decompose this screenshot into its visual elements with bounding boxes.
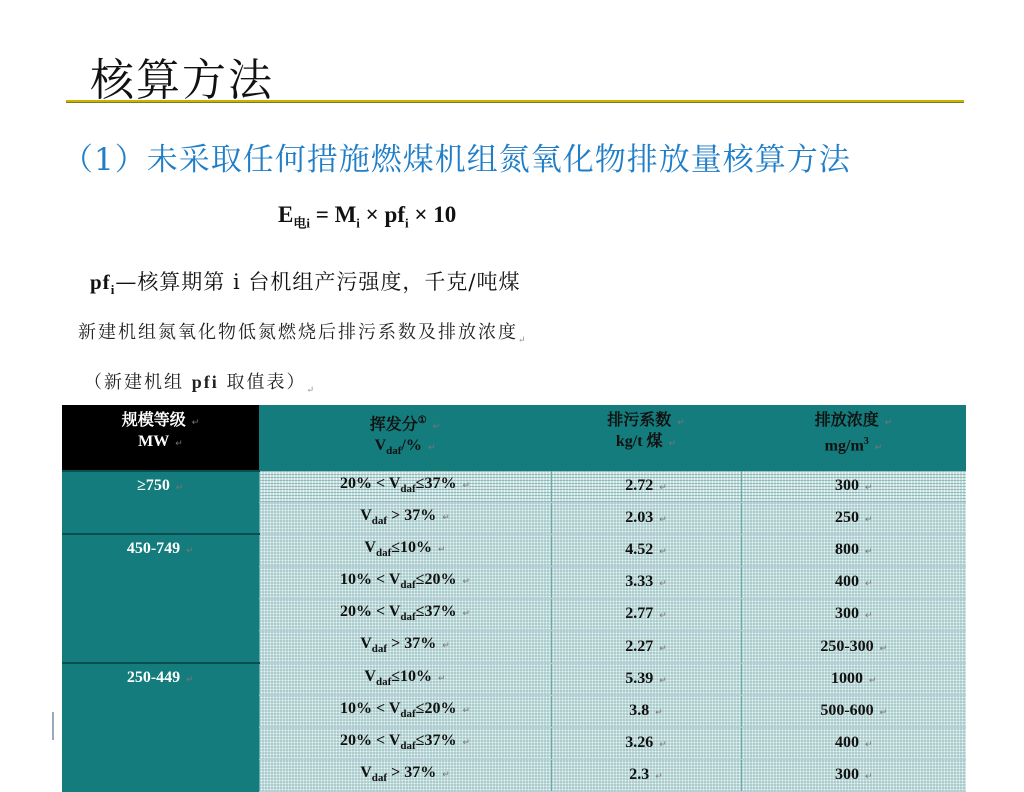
header-scale-label: 规模等级 bbox=[121, 412, 186, 429]
volatile-range-cell bbox=[259, 567, 551, 599]
header-spacer-row bbox=[62, 462, 966, 471]
formula-rhs: = M bbox=[309, 202, 357, 227]
header-coefficient-unit: kg/t 煤 bbox=[615, 433, 663, 450]
paragraph-mark-icon: ↵ bbox=[874, 442, 883, 453]
spacer-cell bbox=[62, 462, 259, 471]
paragraph-mark-icon: ↵ bbox=[306, 385, 317, 396]
volatile-range-cell bbox=[259, 631, 551, 663]
concentration-cell bbox=[741, 663, 966, 695]
volatile-pre: 20% < V bbox=[340, 474, 401, 492]
coefficient-cell bbox=[551, 695, 741, 727]
volatile-range-cell bbox=[259, 471, 551, 503]
formula-lhs-sub: 电i bbox=[293, 215, 310, 231]
table-row bbox=[62, 534, 966, 566]
volatile-pre: V bbox=[364, 667, 376, 685]
volatile-post: ≤37% bbox=[415, 603, 457, 621]
scale-value: 450-749 bbox=[126, 540, 181, 558]
paragraph-mark-icon: ↵ bbox=[518, 335, 528, 346]
coefficient-cell bbox=[551, 567, 741, 599]
pfi-value-table bbox=[62, 405, 966, 792]
concentration-value: 250 bbox=[834, 508, 859, 526]
table-row bbox=[62, 663, 966, 695]
header-scale bbox=[62, 405, 259, 462]
paragraph-mark-icon: ↵ bbox=[442, 640, 450, 651]
paragraph-mark-icon: ↵ bbox=[659, 739, 667, 750]
coefficient-value: 3.26 bbox=[625, 734, 654, 752]
concentration-cell bbox=[741, 567, 966, 599]
concentration-cell bbox=[741, 534, 966, 566]
volatile-post: ≤20% bbox=[415, 699, 457, 717]
definition-symbol-sub: i bbox=[110, 282, 116, 298]
concentration-cell bbox=[741, 631, 966, 663]
spacer-cell bbox=[551, 462, 741, 471]
paragraph-mark-icon: ↵ bbox=[864, 739, 873, 750]
concentration-cell bbox=[741, 695, 966, 727]
header-coefficient-label: 排污系数 bbox=[607, 412, 672, 429]
volatile-pre: V bbox=[364, 538, 376, 556]
paragraph-mark-icon: ↵ bbox=[864, 513, 873, 524]
emission-formula bbox=[278, 202, 456, 232]
header-volatile-sub: daf bbox=[386, 445, 402, 458]
coefficient-cell bbox=[551, 471, 741, 503]
volatile-sub: daf bbox=[375, 547, 392, 560]
paragraph-mark-icon: ↵ bbox=[864, 545, 873, 556]
concentration-cell bbox=[741, 728, 966, 760]
volatile-post: ≤20% bbox=[415, 571, 457, 589]
coefficient-value: 2.72 bbox=[625, 476, 654, 494]
concentration-value: 800 bbox=[834, 540, 859, 558]
paragraph-mark-icon: ↵ bbox=[659, 578, 667, 589]
paragraph-mark-icon: ↵ bbox=[655, 771, 663, 782]
concentration-value: 300 bbox=[834, 766, 859, 784]
paragraph-mark-icon: ↵ bbox=[659, 513, 667, 524]
description-text: 新建机组氮氧化物低氮燃烧后排污系数及排放浓度 bbox=[78, 322, 518, 343]
paragraph-mark-icon: ↵ bbox=[879, 706, 888, 717]
paragraph-mark-icon: ↵ bbox=[438, 672, 446, 683]
coefficient-value: 2.3 bbox=[629, 766, 650, 784]
volatile-pre: 20% < V bbox=[340, 732, 401, 750]
scale-value: 250-449 bbox=[126, 669, 181, 687]
volatile-sub: daf bbox=[400, 708, 416, 721]
formula-rhs-sub1: i bbox=[356, 215, 360, 231]
coefficient-value: 3.8 bbox=[629, 701, 650, 719]
volatile-post: > 37% bbox=[387, 506, 437, 524]
header-coefficient bbox=[551, 405, 741, 462]
paragraph-mark-icon: ↵ bbox=[659, 545, 667, 556]
volatile-range-cell bbox=[259, 534, 551, 566]
paragraph-mark-icon: ↵ bbox=[864, 578, 873, 589]
table-caption bbox=[84, 368, 316, 396]
paragraph-mark-icon: ↵ bbox=[659, 642, 667, 653]
volatile-pre: V bbox=[360, 635, 372, 653]
definition-text: —核算期第 i 台机组产污强度，千克/吨煤 bbox=[115, 270, 521, 294]
concentration-value: 1000 bbox=[830, 669, 863, 687]
definition-line bbox=[90, 266, 520, 298]
volatile-range-cell bbox=[259, 760, 551, 792]
coefficient-value: 2.27 bbox=[625, 637, 654, 655]
volatile-range-cell bbox=[259, 502, 551, 534]
volatile-post: > 37% bbox=[387, 635, 437, 653]
volatile-post: > 37% bbox=[387, 764, 437, 782]
coefficient-cell bbox=[551, 534, 741, 566]
paragraph-mark-icon: ↵ bbox=[655, 706, 663, 717]
scale-group-cell bbox=[62, 471, 259, 535]
paragraph-mark-icon: ↵ bbox=[879, 642, 888, 653]
volatile-pre: V bbox=[360, 764, 372, 782]
paragraph-mark-icon: ↵ bbox=[442, 511, 450, 522]
paragraph-mark-icon: ↵ bbox=[175, 481, 184, 492]
paragraph-mark-icon: ↵ bbox=[432, 421, 441, 432]
title-divider bbox=[66, 100, 964, 102]
volatile-sub: daf bbox=[400, 611, 416, 624]
volatile-range-cell bbox=[259, 728, 551, 760]
paragraph-mark-icon: ↵ bbox=[864, 771, 873, 782]
coefficient-cell bbox=[551, 599, 741, 631]
coefficient-cell bbox=[551, 502, 741, 534]
volatile-sub: daf bbox=[400, 579, 416, 592]
paragraph-mark-icon: ↵ bbox=[668, 438, 677, 448]
spacer-cell bbox=[741, 462, 966, 471]
header-volatile-label: 挥发分 bbox=[369, 416, 418, 434]
paragraph-mark-icon: ↵ bbox=[659, 674, 667, 685]
section-subtitle: （1）未采取任何措施燃煤机组氮氧化物排放量核算方法 bbox=[62, 142, 851, 178]
paragraph-mark-icon: ↵ bbox=[884, 417, 893, 427]
coefficient-cell bbox=[551, 760, 741, 792]
volatile-sub: daf bbox=[400, 740, 416, 753]
coefficient-cell bbox=[551, 663, 741, 695]
paragraph-mark-icon: ↵ bbox=[186, 545, 194, 556]
paragraph-mark-icon: ↵ bbox=[175, 438, 183, 448]
caption-suffix: 取值表） bbox=[218, 372, 307, 393]
paragraph-mark-icon: ↵ bbox=[462, 479, 470, 490]
volatile-pre: 10% < V bbox=[340, 699, 401, 717]
coefficient-cell bbox=[551, 728, 741, 760]
volatile-post: ≤37% bbox=[415, 732, 457, 750]
page-title: 核算方法 bbox=[90, 55, 274, 106]
volatile-range-cell bbox=[259, 695, 551, 727]
caption-bold: pfi bbox=[191, 372, 219, 392]
concentration-cell bbox=[741, 471, 966, 503]
coefficient-value: 2.77 bbox=[625, 605, 654, 623]
volatile-range-cell bbox=[259, 663, 551, 695]
paragraph-mark-icon: ↵ bbox=[442, 769, 450, 780]
paragraph-mark-icon: ↵ bbox=[864, 610, 873, 621]
definition-symbol: pf bbox=[90, 270, 111, 294]
concentration-cell bbox=[741, 760, 966, 792]
formula-lhs: E bbox=[278, 202, 294, 227]
paragraph-mark-icon: ↵ bbox=[438, 543, 446, 554]
caption-prefix: （新建机组 bbox=[84, 372, 192, 393]
concentration-value: 400 bbox=[834, 573, 859, 591]
paragraph-mark-icon: ↵ bbox=[462, 737, 470, 748]
header-concentration bbox=[741, 405, 966, 462]
formula-times2: × 10 bbox=[408, 202, 457, 227]
volatile-post: ≤10% bbox=[391, 538, 433, 556]
paragraph-mark-icon: ↵ bbox=[427, 442, 436, 453]
concentration-value: 250-300 bbox=[820, 637, 874, 655]
paragraph-mark-icon: ↵ bbox=[659, 481, 667, 492]
formula-rhs-sub2: i bbox=[404, 215, 409, 231]
table-header-row bbox=[62, 405, 966, 462]
concentration-value: 400 bbox=[834, 734, 859, 752]
paragraph-mark-icon: ↵ bbox=[462, 608, 470, 619]
paragraph-mark-icon: ↵ bbox=[191, 417, 200, 427]
header-volatile bbox=[259, 405, 551, 462]
header-concentration-sup: 3 bbox=[863, 436, 869, 447]
volatile-post: ≤37% bbox=[415, 474, 457, 492]
volatile-pre: 10% < V bbox=[340, 571, 401, 589]
paragraph-mark-icon: ↵ bbox=[677, 417, 685, 427]
scale-group-cell bbox=[62, 663, 259, 792]
volatile-sub: daf bbox=[371, 643, 388, 656]
header-concentration-label: 排放浓度 bbox=[814, 412, 879, 429]
header-volatile-symbol: V bbox=[374, 437, 387, 455]
table-description bbox=[78, 318, 528, 346]
spacer-cell bbox=[259, 462, 551, 471]
slide-edge-marker bbox=[52, 712, 54, 740]
paragraph-mark-icon: ↵ bbox=[864, 481, 873, 492]
coefficient-value: 3.33 bbox=[625, 573, 654, 591]
volatile-sub: daf bbox=[400, 482, 416, 495]
scale-group-cell bbox=[62, 534, 259, 663]
header-volatile-footnote: ① bbox=[417, 415, 427, 426]
coefficient-value: 2.03 bbox=[625, 508, 654, 526]
volatile-range-cell bbox=[259, 599, 551, 631]
header-scale-unit: MW bbox=[138, 433, 170, 450]
volatile-post: ≤10% bbox=[391, 667, 433, 685]
paragraph-mark-icon: ↵ bbox=[186, 674, 194, 685]
volatile-sub: daf bbox=[371, 514, 388, 527]
paragraph-mark-icon: ↵ bbox=[868, 674, 877, 685]
formula-times1: × pf bbox=[359, 202, 405, 227]
concentration-value: 300 bbox=[834, 605, 859, 623]
paragraph-mark-icon: ↵ bbox=[462, 576, 470, 587]
coefficient-cell bbox=[551, 631, 741, 663]
concentration-cell bbox=[741, 599, 966, 631]
coefficient-value: 5.39 bbox=[625, 669, 654, 687]
volatile-pre: 20% < V bbox=[340, 603, 401, 621]
concentration-value: 500-600 bbox=[820, 701, 874, 719]
header-volatile-unit: /% bbox=[401, 437, 422, 455]
table-row bbox=[62, 471, 966, 503]
concentration-cell bbox=[741, 502, 966, 534]
concentration-value: 300 bbox=[834, 476, 859, 494]
coefficient-value: 4.52 bbox=[625, 540, 654, 558]
scale-value: ≥750 bbox=[137, 476, 170, 494]
paragraph-mark-icon: ↵ bbox=[462, 704, 470, 715]
volatile-sub: daf bbox=[375, 675, 392, 688]
volatile-sub: daf bbox=[371, 772, 388, 785]
header-concentration-unit: mg/m bbox=[824, 437, 864, 455]
volatile-pre: V bbox=[360, 506, 372, 524]
paragraph-mark-icon: ↵ bbox=[659, 610, 667, 621]
